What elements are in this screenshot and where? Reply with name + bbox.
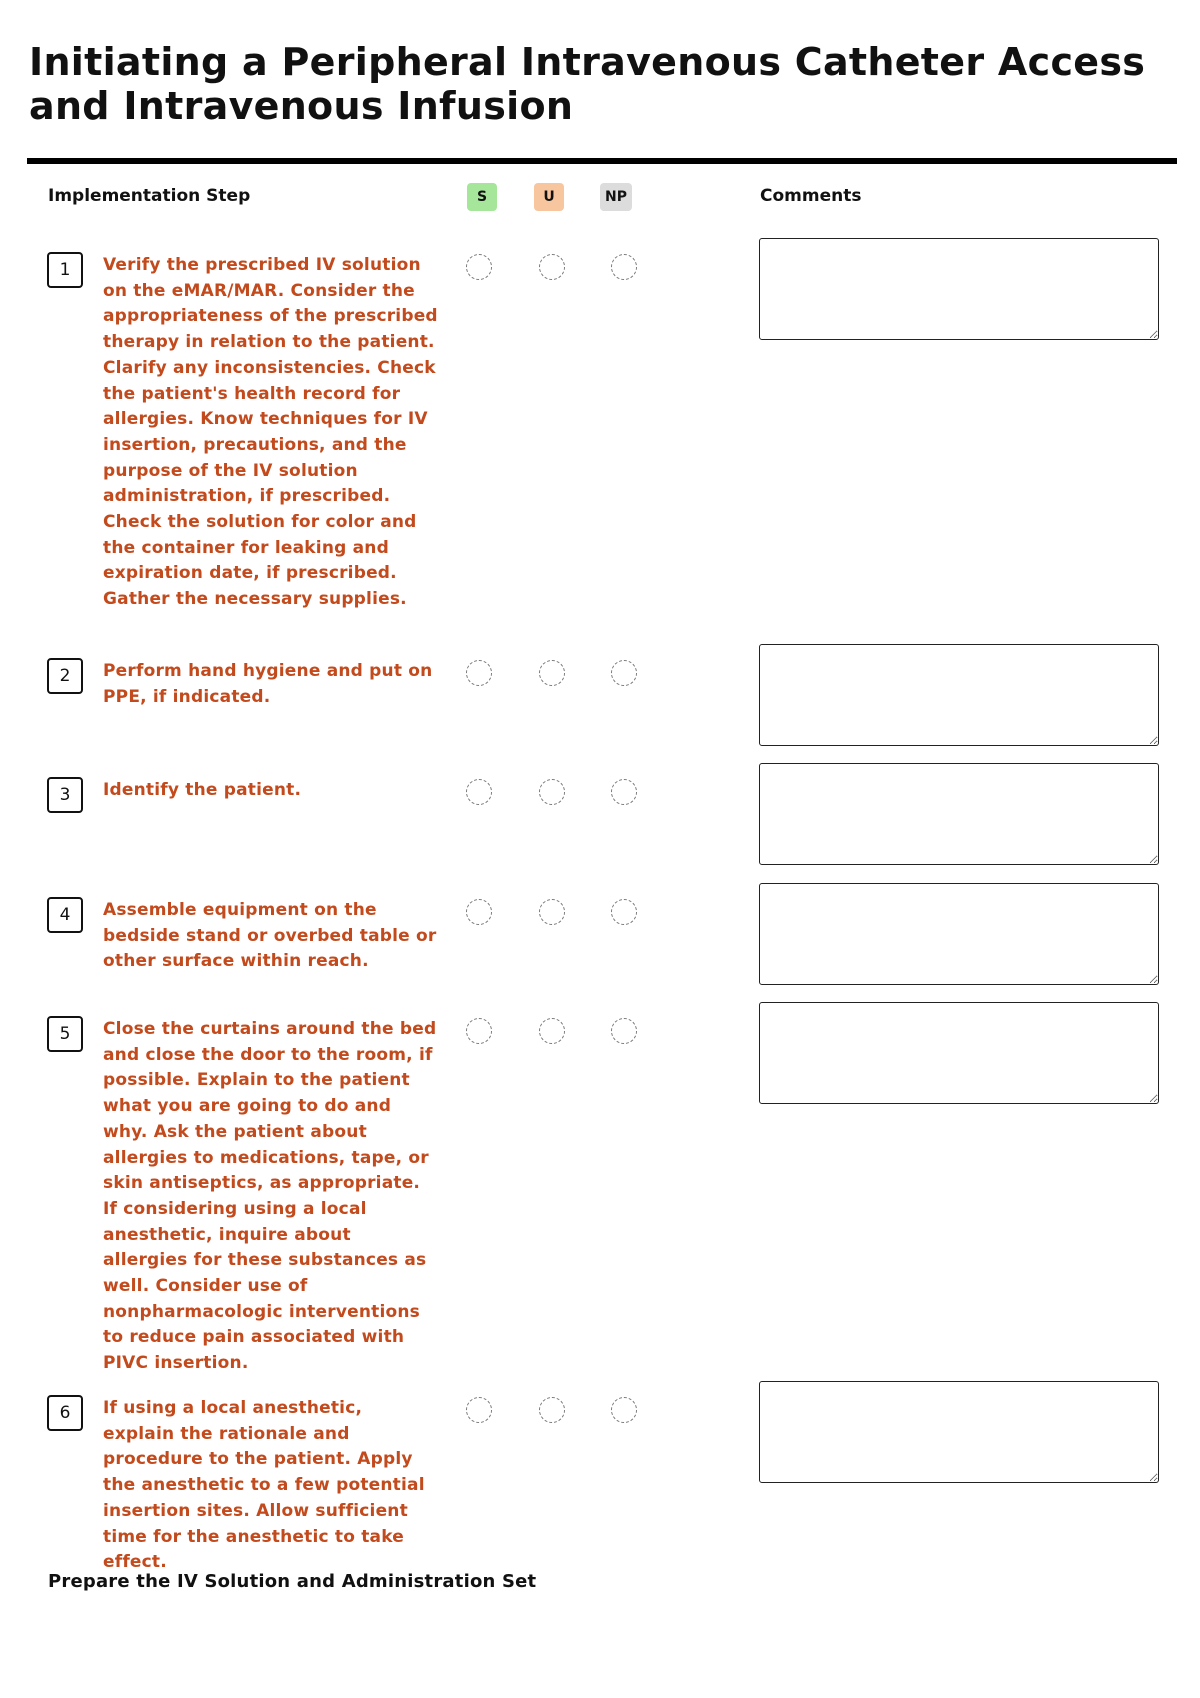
step-1-not-performed-radio[interactable] (611, 254, 637, 280)
step-3-satisfactory-radio[interactable] (466, 779, 492, 805)
step-number: 2 (47, 658, 83, 694)
step-4-satisfactory-radio[interactable] (466, 899, 492, 925)
step-1-unsatisfactory-radio[interactable] (539, 254, 565, 280)
step-number: 6 (47, 1395, 83, 1431)
step-4-unsatisfactory-radio[interactable] (539, 899, 565, 925)
step-number: 3 (47, 777, 83, 813)
step-2-satisfactory-radio[interactable] (466, 660, 492, 686)
step-5-satisfactory-radio[interactable] (466, 1018, 492, 1044)
implementation-step-header: Implementation Step (48, 186, 251, 206)
section-heading: Prepare the IV Solution and Administration Set (48, 1571, 537, 1592)
step-number: 1 (47, 252, 83, 288)
step-6-comment-field[interactable] (759, 1381, 1159, 1483)
step-4-not-performed-radio[interactable] (611, 899, 637, 925)
step-6-unsatisfactory-radio[interactable] (539, 1397, 565, 1423)
step-text: Verify the prescribed IV solution on the eMAR/MAR. Consider the appropriateness of the prescribed therapy in relation to the patient. Clarify any inconsistencies. Check the patient's health record for allergies. Know techniques for IV insertion, precautions, and the purpose of the IV solution administration, if prescribed. Check the solution for color and the container for leaking and expiration date, if prescribed. Gather the necessary supplies. (103, 255, 438, 610)
step-5-comment-field[interactable] (759, 1002, 1159, 1104)
step-2-comment-field[interactable] (759, 644, 1159, 746)
step-3-not-performed-radio[interactable] (611, 779, 637, 805)
step-2-not-performed-radio[interactable] (611, 660, 637, 686)
step-1-comment-field[interactable] (759, 238, 1159, 340)
step-text: Identify the patient. (103, 780, 302, 800)
title-divider (27, 158, 1177, 164)
step-text: If using a local anesthetic, explain the rationale and procedure to the patient. Apply the anesthetic to a few potential insertion sites. Allow sufficient time for the anesthetic to take effect. (103, 1398, 425, 1573)
step-4-comment-field[interactable] (759, 883, 1159, 985)
step-text: Assemble equipment on the bedside stand or overbed table or other surface within reach. (103, 900, 437, 972)
comments-header: Comments (760, 186, 862, 206)
step-6-satisfactory-radio[interactable] (466, 1397, 492, 1423)
satisfactory-column-badge: S (467, 183, 497, 211)
step-5-unsatisfactory-radio[interactable] (539, 1018, 565, 1044)
unsatisfactory-column-badge: U (534, 183, 564, 211)
step-number: 5 (47, 1016, 83, 1052)
step-3-unsatisfactory-radio[interactable] (539, 779, 565, 805)
step-3-comment-field[interactable] (759, 763, 1159, 865)
step-text: Perform hand hygiene and put on PPE, if indicated. (103, 661, 433, 707)
step-2-unsatisfactory-radio[interactable] (539, 660, 565, 686)
page-title: Initiating a Peripheral Intravenous Catheter Access and Intravenous Infusion (29, 40, 1146, 128)
step-5-not-performed-radio[interactable] (611, 1018, 637, 1044)
step-number: 4 (47, 897, 83, 933)
not-performed-column-badge: NP (600, 183, 632, 211)
step-1-satisfactory-radio[interactable] (466, 254, 492, 280)
step-text: Close the curtains around the bed and close the door to the room, if possible. Explain to the patient what you are going to do and why. Ask the patient about allergies to medications, tape, or skin antiseptics, as appropriate. If considering using a local anesthetic, inquire about allergies for these substances as well. Consider use of nonpharmacologic interventions to reduce pain associated with PIVC insertion. (103, 1019, 437, 1374)
step-6-not-performed-radio[interactable] (611, 1397, 637, 1423)
